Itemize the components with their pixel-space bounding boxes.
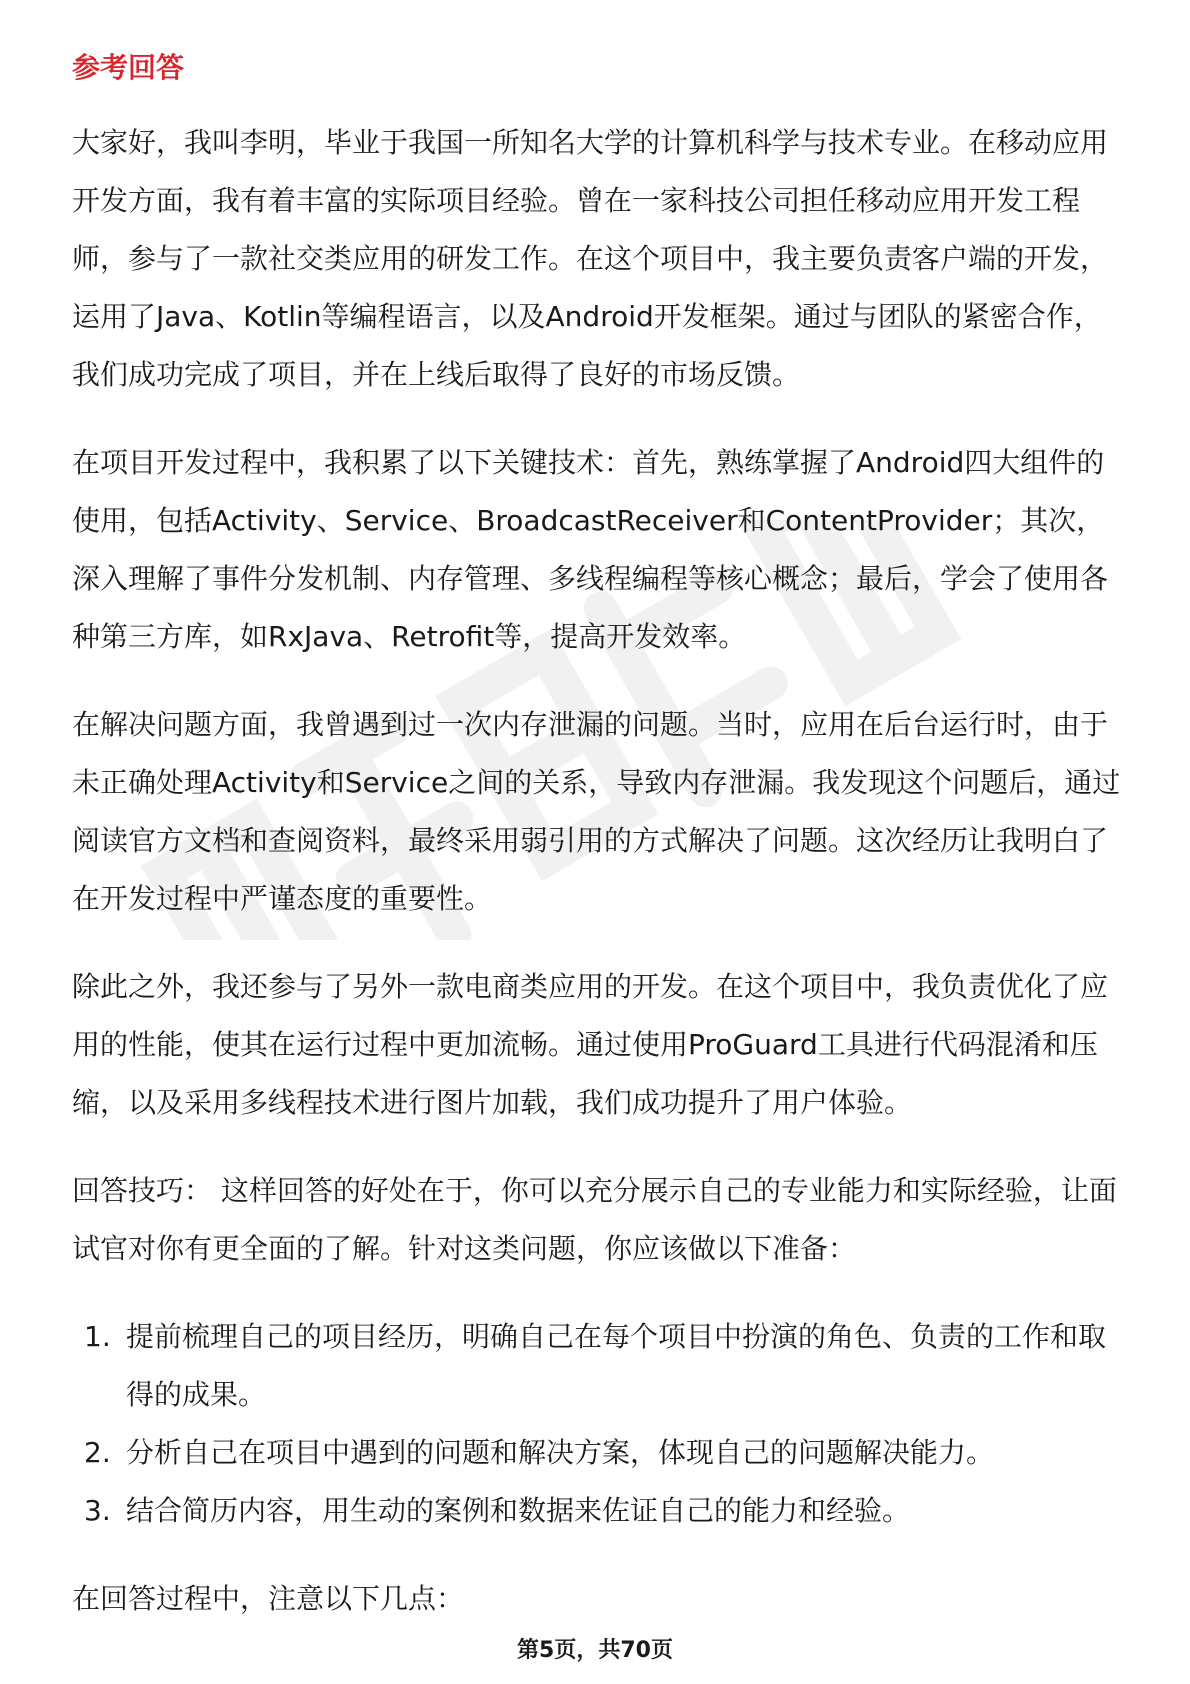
list-text: 提前梳理自己的项目经历，明确自己在每个项目中扮演的角色、负责的工作和取得的成果。	[126, 1320, 1107, 1411]
list-number: 3.	[84, 1494, 111, 1527]
list-number: 1.	[84, 1320, 111, 1353]
list-item	[72, 1308, 1122, 1424]
numbered-list	[72, 1308, 1122, 1540]
list-item	[72, 1482, 1122, 1540]
closing-paragraph: 在回答过程中，注意以下几点：	[72, 1582, 465, 1615]
section-title: 参考回答	[72, 51, 185, 84]
paragraph: 在解决问题方面，我曾遇到过一次内存泄漏的问题。当时，应用在后台运行时，由于未正确处理Activity和Service之间的关系，导致内存泄漏。我发现这个问题后，通过阅读官方文档和查阅资料，最终采用弱引用的方式解决了问题。这次经历让我明白了在开发过程中严谨态度的重要性。	[72, 708, 1121, 915]
paragraph: 大家好，我叫李明，毕业于我国一所知名大学的计算机科学与技术专业。在移动应用开发方面，我有着丰富的实际项目经验。曾在一家科技公司担任移动应用开发工程师，参与了一款社交类应用的研发工作。在这个项目中，我主要负责客户端的开发，运用了Java、Kotlin等编程语言，以及Android开发框架。通过与团队的紧密合作，我们成功完成了项目，并在上线后取得了良好的市场反馈。	[72, 126, 1109, 391]
tips-paragraph: 回答技巧： 这样回答的好处在于，你可以充分展示自己的专业能力和实际经验，让面试官对你有更全面的了解。针对这类问题，你应该做以下准备：	[72, 1174, 1117, 1265]
document-page	[72, 48, 1122, 1658]
list-item	[72, 1424, 1122, 1482]
paragraph: 在项目开发过程中，我积累了以下关键技术：首先，熟练掌握了Android四大组件的使用，包括Activity、Service、BroadcastReceiver和ContentProvider；其次，深入理解了事件分发机制、内存管理、多线程编程等核心概念；最后，学会了使用各种第三方库，如RxJava、Retrofit等，提高开发效率。	[72, 446, 1109, 653]
page-footer: 第5页，共70页	[517, 1638, 673, 1663]
list-text: 分析自己在项目中遇到的问题和解决方案，体现自己的问题解决能力。	[126, 1436, 995, 1469]
list-number: 2.	[84, 1436, 111, 1469]
list-text: 结合简历内容，用生动的案例和数据来佐证自己的能力和经验。	[126, 1494, 911, 1527]
paragraph: 除此之外，我还参与了另外一款电商类应用的开发。在这个项目中，我负责优化了应用的性能，使其在运行过程中更加流畅。通过使用ProGuard工具进行代码混淆和压缩，以及采用多线程技术进行图片加载，我们成功提升了用户体验。	[72, 970, 1109, 1119]
